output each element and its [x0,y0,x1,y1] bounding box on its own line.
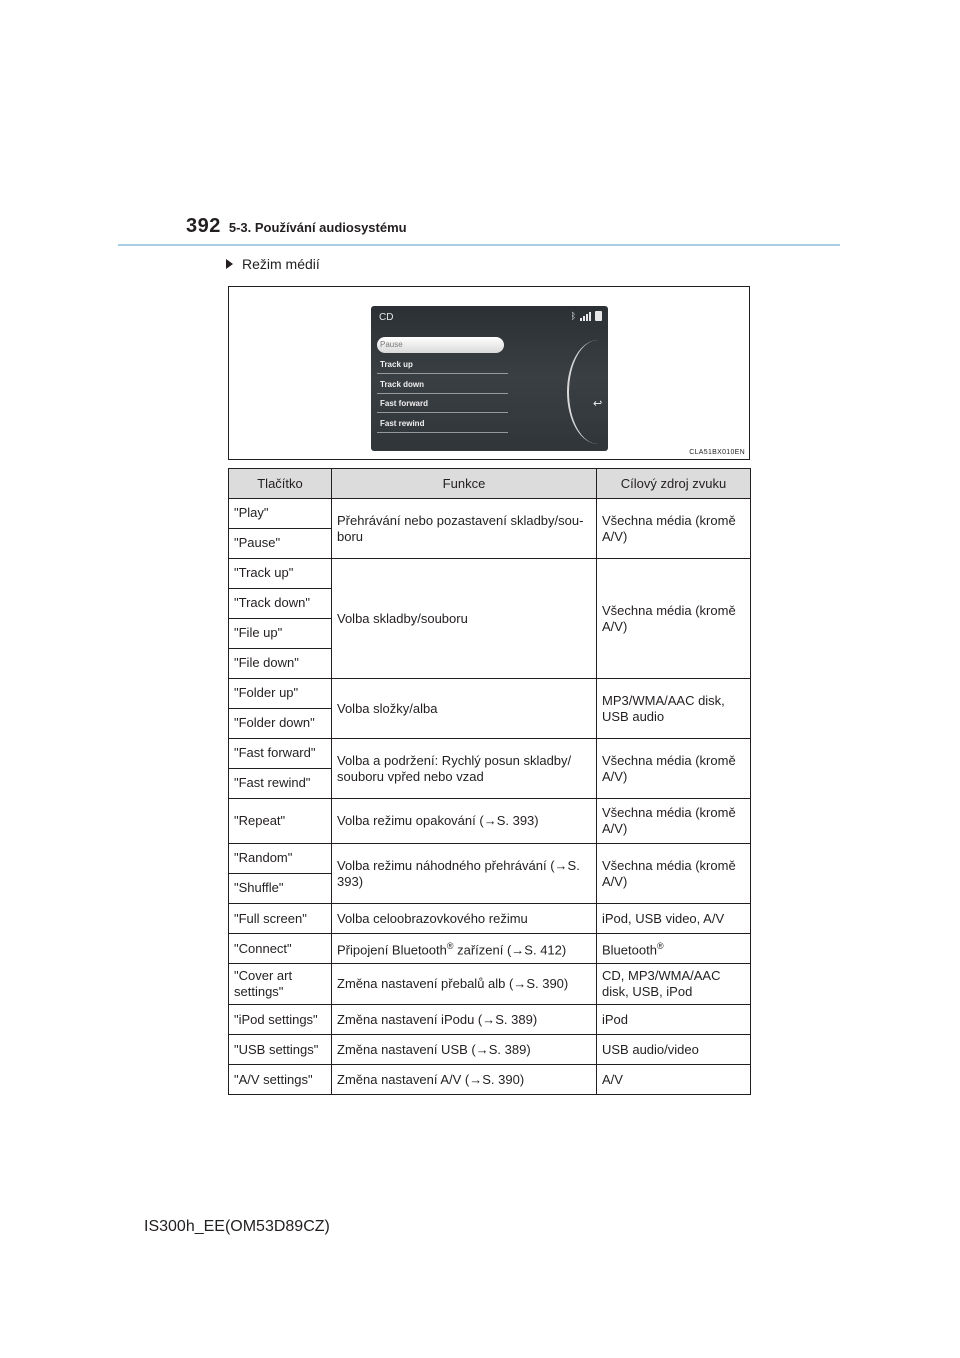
section-title: 5-3. Používání audiosystému [228,220,407,235]
status-icons [571,311,602,321]
back-arrow-icon: ↩ [593,398,603,410]
function-cell: Volba složky/alba [332,679,597,739]
button-cell: "Folder down" [229,709,332,739]
function-cell [332,934,597,964]
button-cell: "File down" [229,649,332,679]
page-number: 392 [186,215,221,237]
page-header [186,215,407,238]
function-cell: Změna nastavení iPodu (→S. 389) [332,1005,597,1035]
button-cell: "Connect" [229,934,332,964]
source-cell: A/V [597,1065,751,1095]
menu-item-track-up: Track up [377,357,508,374]
source-cell: USB audio/video [597,1035,751,1065]
header-rule [118,244,840,246]
source-cell: CD, MP3/WMA/AAC disk, USB, iPod [597,964,751,1005]
registered-mark: ® [656,941,664,952]
table-header: Tlačítko [229,469,332,499]
button-cell: "Full screen" [229,904,332,934]
screen-title: CD [379,312,394,323]
button-cell: "File up" [229,619,332,649]
menu-item-track-down: Track down [377,377,508,394]
button-cell: "Fast rewind" [229,769,332,799]
table-row [229,679,751,709]
table-row [229,964,751,1005]
function-cell: Volba režimu náhodného přehrávání (→S. 393) [332,844,597,904]
function-cell: Volba skladby/souboru [332,559,597,679]
subheading-text: Režim médií [242,256,320,272]
button-cell: "Play" [229,499,332,529]
source-cell: Všechna média (kromě A/V) [597,559,751,679]
bluetooth-icon: ᛒ [570,311,576,321]
function-cell: Změna nastavení USB (→S. 389) [332,1035,597,1065]
table-row [229,1035,751,1065]
battery-icon [595,311,602,321]
table-row [229,904,751,934]
source-cell: Všechna média (kromě A/V) [597,799,751,844]
function-cell: Volba a podržení: Rychlý posun skladby/ souboru vpřed nebo vzad [332,739,597,799]
scroll-arc [567,340,608,444]
subheading [226,256,320,272]
source-cell: Všechna média (kromě A/V) [597,739,751,799]
registered-mark: ® [446,941,454,952]
function-text: Připojení Bluetooth [337,942,447,958]
button-cell: "Repeat" [229,799,332,844]
table-row [229,799,751,844]
function-text: zařízení (→S. 412) [453,942,567,958]
source-text: Bluetooth [602,942,657,958]
triangle-bullet-icon [226,259,233,269]
button-cell: "USB settings" [229,1035,332,1065]
menu-item-fast-forward: Fast forward [377,396,508,413]
figure [228,286,750,460]
function-cell: Přehrávání nebo pozastavení skladby/sou-boru [332,499,597,559]
button-cell: "Pause" [229,529,332,559]
table-row [229,844,751,874]
table-row [229,559,751,589]
display-screen [371,306,608,451]
source-cell: Všechna média (kromě A/V) [597,844,751,904]
button-cell: "Track down" [229,589,332,619]
function-cell: Volba celoobrazovkového režimu [332,904,597,934]
button-cell: "Cover art settings" [229,964,332,1005]
table-row [229,499,751,529]
source-cell: iPod [597,1005,751,1035]
button-cell: "Shuffle" [229,874,332,904]
menu-item-pause: Pause [377,337,504,353]
table-row [229,934,751,964]
source-cell [597,934,751,964]
function-cell: Volba režimu opakování (→S. 393) [332,799,597,844]
button-cell: "iPod settings" [229,1005,332,1035]
table-header: Cílový zdroj zvuku [597,469,751,499]
table-row [229,1005,751,1035]
function-cell: Změna nastavení A/V (→S. 390) [332,1065,597,1095]
button-cell: "A/V settings" [229,1065,332,1095]
table-header-row [229,469,751,499]
signal-icon [580,312,591,321]
table-header: Funkce [332,469,597,499]
button-cell: "Folder up" [229,679,332,709]
function-table [228,468,751,1095]
table-row [229,739,751,769]
source-cell: MP3/WMA/AAC disk, USB audio [597,679,751,739]
function-cell: Změna nastavení přebalů alb (→S. 390) [332,964,597,1005]
button-cell: "Track up" [229,559,332,589]
menu-item-fast-rewind: Fast rewind [377,416,508,433]
button-cell: "Random" [229,844,332,874]
source-cell: Všechna média (kromě A/V) [597,499,751,559]
table-row [229,1065,751,1095]
footer-code: IS300h_EE(OM53D89CZ) [144,1218,330,1235]
button-cell: "Fast forward" [229,739,332,769]
figure-code: CLA51BX010EN [689,449,745,456]
source-cell: iPod, USB video, A/V [597,904,751,934]
